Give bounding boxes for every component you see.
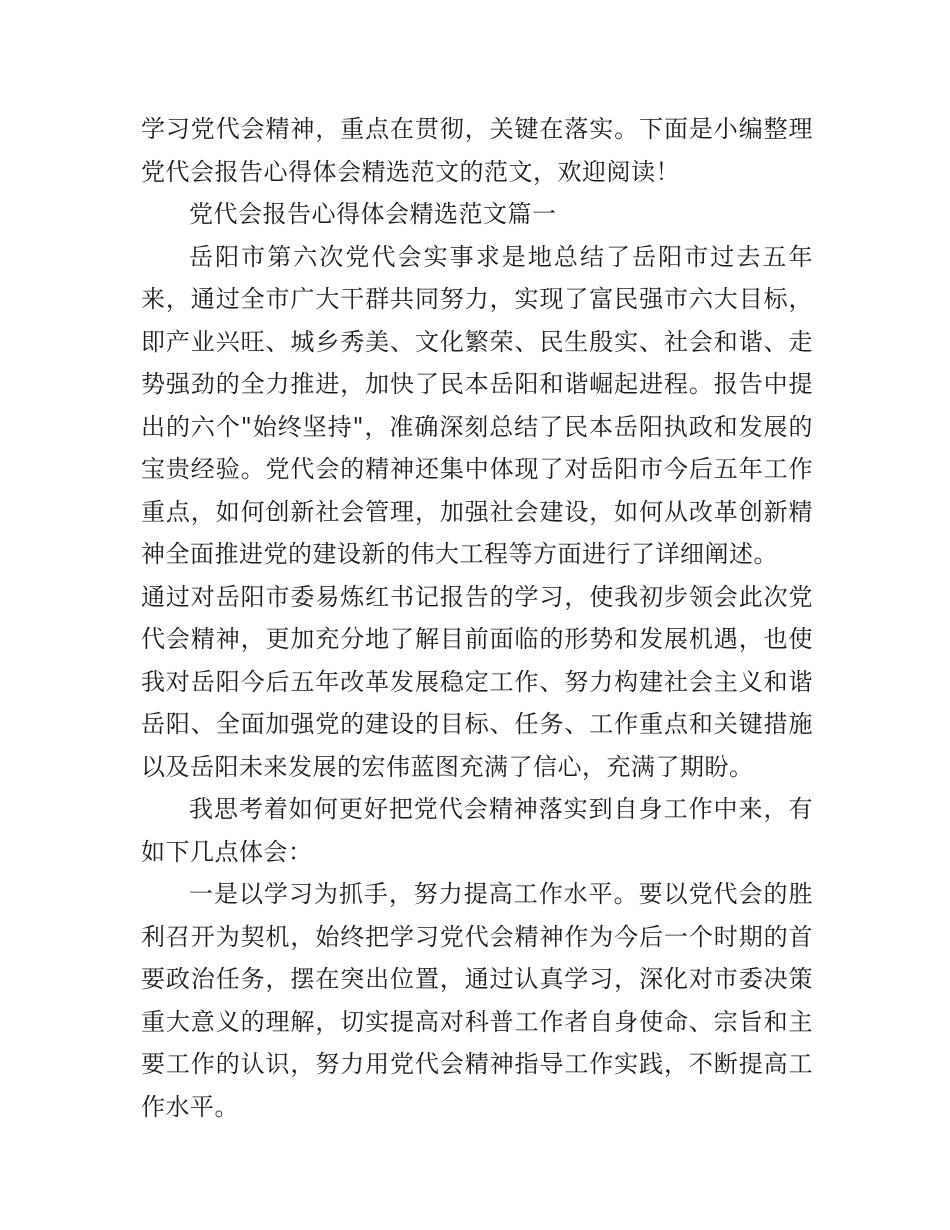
body-paragraph: 我思考着如何更好把党代会精神落实到自身工作中来，有如下几点体会： [141,795,813,866]
document-body [141,108,813,1128]
body-paragraph: 岳阳市第六次党代会实事求是地总结了岳阳市过去五年来，通过全市广大干群共同努力，实现了富民强市六大目标，即产业兴旺、城乡秀美、文化繁荣、民生殷实、社会和谐、走势强劲的全力推进，加快了民本岳阳和谐崛起进程。报告中提出的六个"始终坚持"，准确深刻总结了民本岳阳执政和发展的宝贵经验。党代会的精神还集中体现了对岳阳市今后五年工作重点，如何创新社会管理，加强社会建设，如何从改革创新精神全面推进党的建设新的伟大工程等方面进行了详细阐述。 [141,242,813,568]
intro-paragraph: 学习党代会精神，重点在贯彻，关键在落实。下面是小编整理党代会报告心得体会精选范文的范文，欢迎阅读！ [141,115,813,186]
section-heading: 党代会报告心得体会精选范文篇一 [189,200,557,228]
body-paragraph: 一是以学习为抓手，努力提高工作水平。要以党代会的胜利召开为契机，始终把学习党代会精神作为今后一个时期的首要政治任务，摆在突出位置，通过认真学习，深化对市委决策重大意义的理解，切实提高对科普工作者自身使命、宗旨和主要工作的认识，努力用党代会精神指导工作实践，不断提高工作水平。 [141,880,813,1121]
body-paragraph: 通过对岳阳市委易炼红书记报告的学习，使我初步领会此次党代会精神，更加充分地了解目前面临的形势和发展机遇，也使我对岳阳今后五年改革发展稳定工作、努力构建社会主义和谐岳阳、全面加强党的建设的目标、任务、工作重点和关键措施以及岳阳未来发展的宏伟蓝图充满了信心，充满了期盼。 [141,582,813,781]
